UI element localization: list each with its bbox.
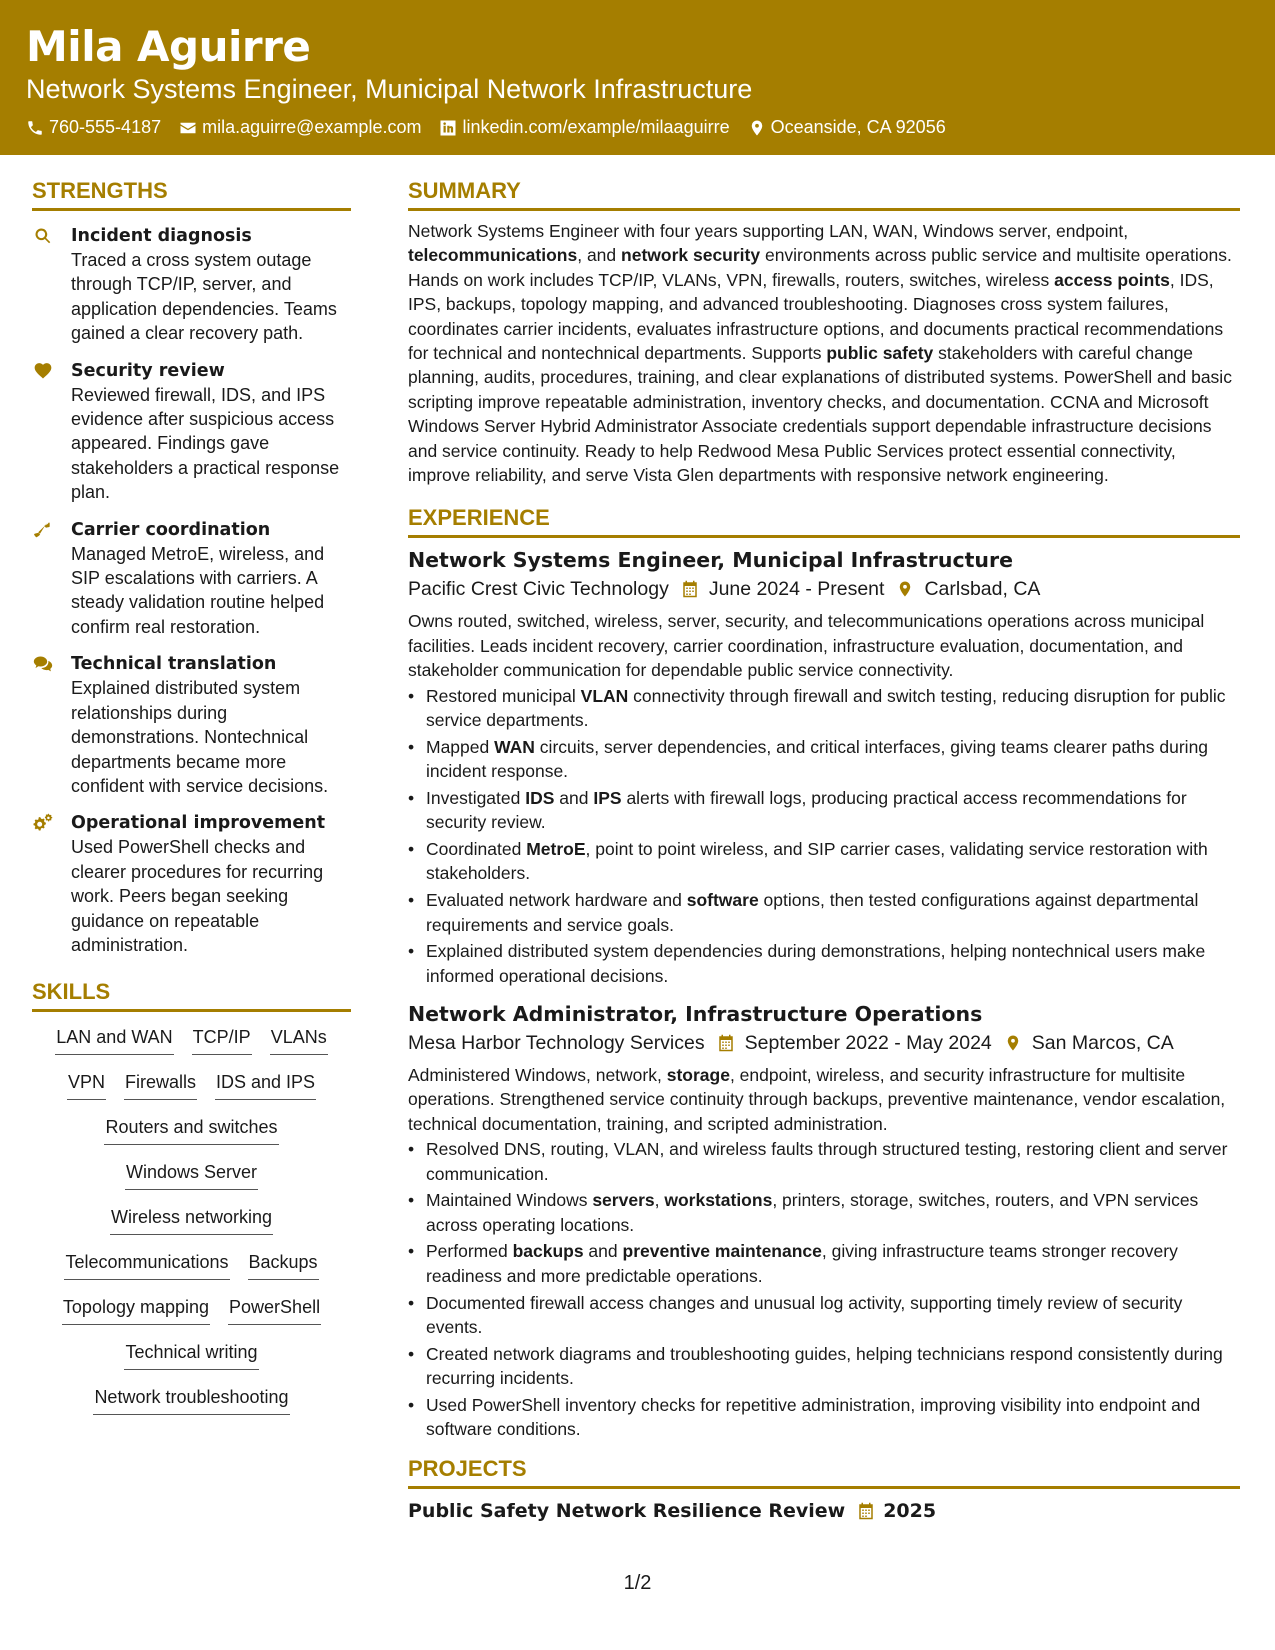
calendar-icon [681, 579, 699, 599]
summary-heading: SUMMARY [408, 178, 1240, 211]
job-bullets [408, 684, 1240, 988]
contact-linkedin-text: linkedin.com/example/milaaguirre [462, 117, 730, 137]
skill-tag: Topology mapping [62, 1295, 210, 1325]
strength-desc: Reviewed firewall, IDS, and IPS evidence after suspicious access appeared. Findings gave stakeholders a practical response plan. [71, 384, 340, 503]
contact-phone-text: 760-555-4187 [49, 117, 162, 137]
skill-tag: VPN [67, 1070, 106, 1100]
experience-section [408, 505, 1240, 1441]
map-pin-icon [748, 119, 766, 137]
strength-desc: Managed MetroE, wireless, and SIP escalations with carriers. A steady validation routine helped confirm real restoration. [71, 543, 325, 637]
bullet-item: • Resolved DNS, routing, VLAN, and wireless faults through structured testing, restoring client and server communication. [408, 1137, 1240, 1186]
gears-icon [32, 813, 54, 833]
bullet-item: • Restored municipal VLAN connectivity through firewall and switch testing, reducing disruption for public service departments. [408, 684, 1240, 733]
job-company: Pacific Crest Civic Technology [408, 578, 669, 601]
contact-location-text: Oceanside, CA 92056 [770, 117, 946, 137]
skill-tag: Routers and switches [104, 1115, 278, 1145]
skill-tag: Telecommunications [64, 1250, 229, 1280]
job-title: Network Systems Engineer, Municipal Infrastructure [408, 548, 1014, 573]
strength-desc: Explained distributed system relationships during demonstrations. Nontechnical departments became more confident with service decisions. [71, 678, 329, 796]
strengths-heading: STRENGTHS [32, 178, 351, 211]
contact-bar [26, 117, 964, 138]
job-location: Carlsbad, CA [924, 578, 1041, 601]
strength-desc: Used PowerShell checks and clearer procedures for recurring work. Peers began seeking guidance on repeatable administration. [71, 837, 324, 955]
bullet-item: • Used PowerShell inventory checks for repetitive administration, improving visibility into endpoint and software conditions. [408, 1393, 1240, 1442]
strength-title: Operational improvement [71, 813, 326, 834]
bullet-item: • Documented firewall access changes and unusual log activity, supporting timely review of security events. [408, 1291, 1240, 1340]
linkedin-icon [439, 119, 457, 137]
strengths-list [32, 224, 351, 957]
project-entry [408, 1497, 1240, 1525]
contact-location [748, 117, 946, 138]
bullet-item: • Performed backups and preventive maintenance, giving infrastructure teams stronger recovery readiness and more predictable operations. [408, 1239, 1240, 1288]
skills-heading: SKILLS [32, 979, 351, 1012]
project-title: Public Safety Network Resilience Review [408, 1499, 846, 1522]
job-entry [408, 1000, 1240, 1442]
strength-title: Incident diagnosis [71, 226, 252, 246]
map-pin-icon [1004, 1033, 1022, 1053]
skill-tag: Wireless networking [110, 1205, 273, 1235]
magnifier-icon [32, 226, 54, 246]
projects-section [408, 1456, 1240, 1525]
calendar-icon [857, 1501, 875, 1521]
candidate-headline: Network Systems Engineer, Municipal Network Infrastructure [26, 74, 753, 104]
job-description: Administered Windows, network, storage, endpoint, wireless, and security infrastructure for multisite operations. Strengthened service continuity through backups, preventive maintenance, vendor escalation, technical documentation, training, and scripted administration. [408, 1065, 1226, 1134]
contact-email[interactable] [179, 117, 421, 138]
candidate-name: Mila Aguirre [26, 22, 311, 71]
left-column [32, 178, 351, 1430]
contact-phone[interactable] [26, 117, 161, 138]
job-meta [408, 574, 1240, 604]
job-dates: September 2022 - May 2024 [744, 1032, 992, 1055]
job-entry [408, 546, 1240, 988]
contact-email-text: mila.aguirre@example.com [202, 117, 422, 137]
summary-text: Network Systems Engineer with four years supporting LAN, WAN, Windows server, endpoint, telecommunications, and network security environments across public service and multisite operations. Hands on work includes TCP/IP, VLANs, VPN, firewalls, routers, switches, wireless access points, IDS, IPS, backups, topology mapping, and advanced troubleshooting. Diagnoses cross system failures, coordinates carrier incidents, evaluates infrastructure options, and documents practical recommendations for technical and nontechnical departments. Supports public safety stakeholders with careful change planning, audits, procedures, training, and clear explanations of distributed systems. PowerShell and basic scripting improve repeatable administration, inventory checks, and documentation. CCNA and Microsoft Windows Server Hybrid Administrator Associate credentials support dependable infrastructure decisions and service continuity. Ready to help Redwood Mesa Public Services protect essential connectivity, improve reliability, and serve Vista Glen departments with responsive network engineering. [408, 221, 1232, 486]
job-location: San Marcos, CA [1031, 1032, 1174, 1055]
projects-heading: PROJECTS [408, 1456, 1240, 1489]
job-company: Mesa Harbor Technology Services [408, 1032, 705, 1055]
skill-tag: LAN and WAN [55, 1025, 173, 1055]
skill-tag: Windows Server [125, 1160, 258, 1190]
skill-tag: IDS and IPS [215, 1070, 316, 1100]
job-description: Owns routed, switched, wireless, server, security, and telecommunications operations across municipal facilities. Leads incident recovery, carrier coordination, infrastructure evaluation, documentation, and stakeholder communication for dependable public service connectivity. [408, 611, 1205, 681]
envelope-icon [179, 119, 197, 137]
job-title: Network Administrator, Infrastructure Operations [408, 1002, 983, 1027]
bullet-item: • Explained distributed system dependencies during demonstrations, helping nontechnical users make informed operational decisions. [408, 939, 1240, 988]
phone-icon [26, 119, 44, 137]
bullet-item: • Created network diagrams and troubleshooting guides, helping technicians respond consistently during recurring incidents. [408, 1342, 1240, 1391]
chat-bubbles-icon [32, 654, 54, 674]
strength-desc: Traced a cross system outage through TCP/IP, server, and application dependencies. Teams gained a clear recovery path. [71, 250, 337, 344]
phone-icon [32, 520, 54, 540]
job-dates: June 2024 - Present [708, 578, 885, 601]
strength-item [32, 224, 351, 346]
page-number: 1/2 [623, 1572, 652, 1594]
resume-header [0, 0, 1275, 155]
strength-title: Security review [71, 360, 225, 381]
skill-tag: TCP/IP [192, 1025, 252, 1055]
skill-tag: Network troubleshooting [93, 1385, 289, 1415]
strength-title: Carrier coordination [71, 519, 271, 540]
skill-tag: Firewalls [124, 1070, 197, 1100]
map-pin-icon [896, 579, 914, 599]
bullet-item: • Maintained Windows servers, workstations, printers, storage, switches, routers, and VPN services across operating locations. [408, 1188, 1240, 1237]
strength-title: Technical translation [71, 654, 277, 675]
strength-item [32, 359, 351, 505]
heart-icon [32, 361, 54, 381]
skills-list [32, 1025, 351, 1430]
bullet-item: • Evaluated network hardware and software options, then tested configurations against departmental requirements and service goals. [408, 888, 1240, 937]
right-column [408, 178, 1240, 1525]
skill-tag: Backups [248, 1250, 319, 1280]
bullet-item: • Investigated IDS and IPS alerts with firewall logs, producing practical access recommendations for security review. [408, 786, 1240, 835]
calendar-icon [717, 1033, 735, 1053]
skills-section [32, 979, 351, 1430]
job-meta [408, 1028, 1240, 1058]
bullet-item: • Mapped WAN circuits, server dependencies, and critical interfaces, giving teams clearer paths during incident response. [408, 735, 1240, 784]
contact-linkedin[interactable] [439, 117, 729, 138]
project-year: 2025 [883, 1499, 937, 1522]
experience-heading: EXPERIENCE [408, 505, 1240, 538]
skill-tag: PowerShell [228, 1295, 321, 1325]
job-bullets [408, 1137, 1240, 1441]
strength-item [32, 518, 351, 640]
strength-item [32, 652, 351, 798]
strength-item [32, 811, 351, 957]
bullet-item: • Coordinated MetroE, point to point wireless, and SIP carrier cases, validating service restoration with stakeholders. [408, 837, 1240, 886]
skill-tag: VLANs [270, 1025, 328, 1055]
skill-tag: Technical writing [124, 1340, 258, 1370]
